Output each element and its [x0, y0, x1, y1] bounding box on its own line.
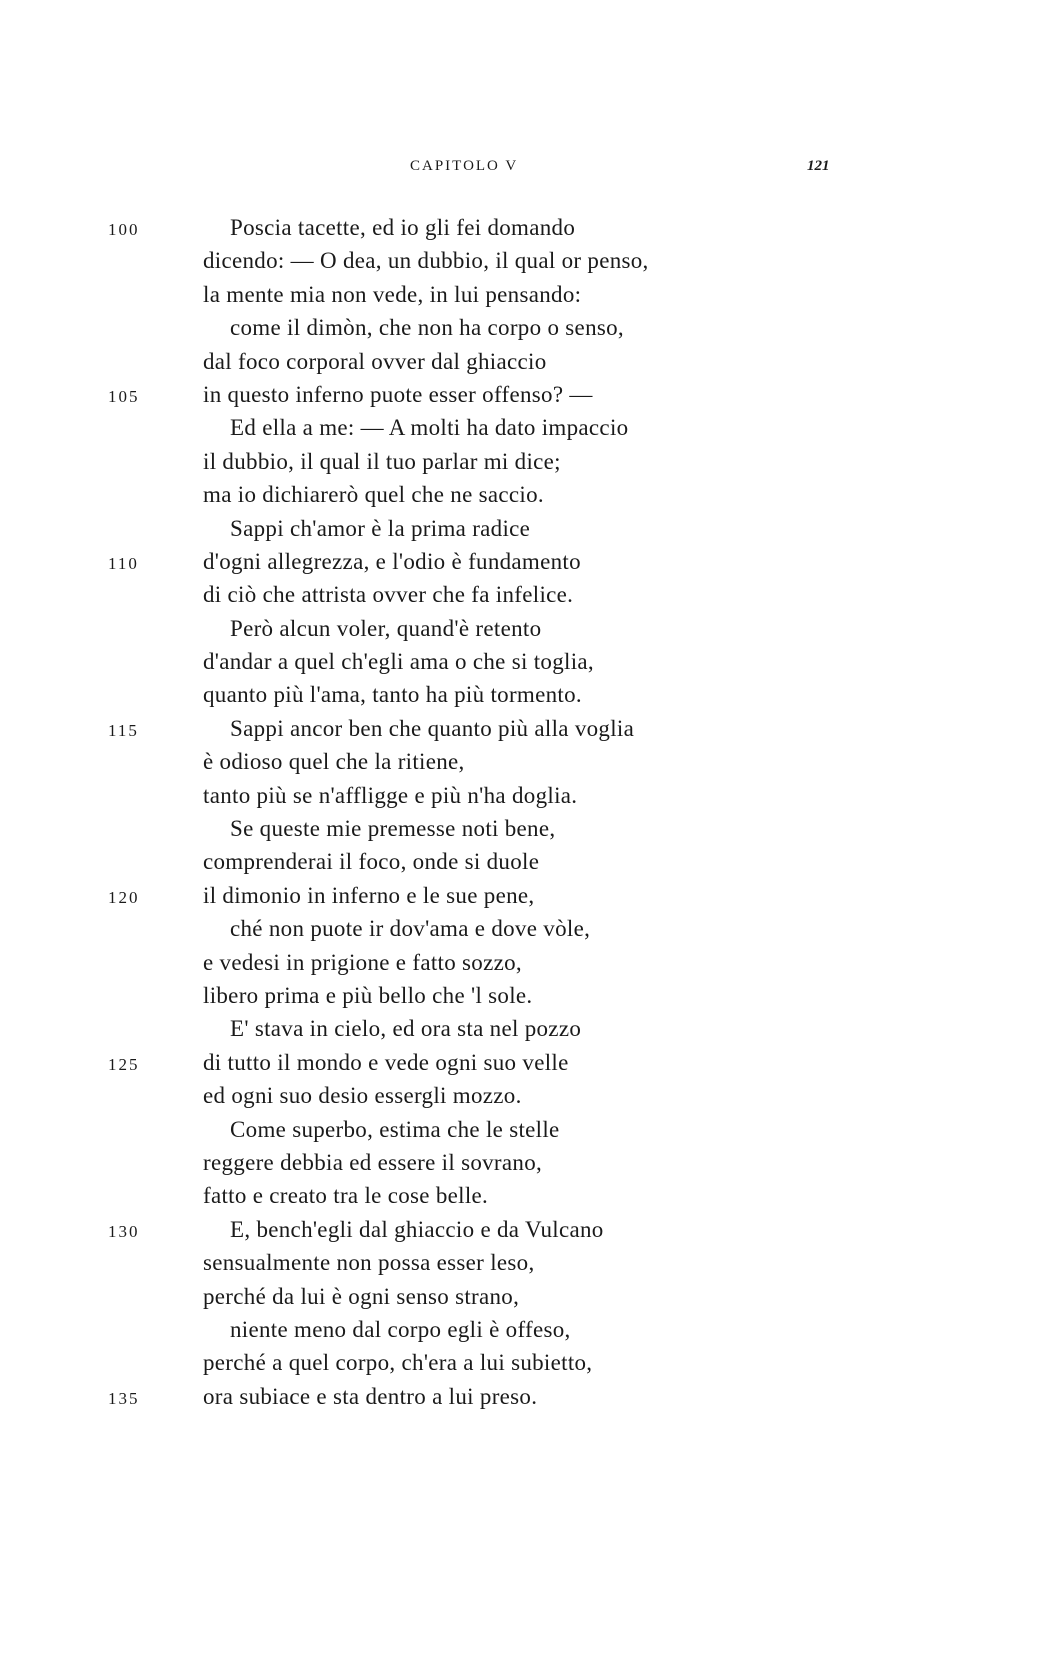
verse-text: il dubbio, il qual il tuo parlar mi dice; [203, 448, 561, 474]
verse-line [0, 378, 1040, 411]
verse-line [0, 745, 1040, 778]
verse-text: Ed ella a me: — A molti ha dato impaccio [230, 415, 629, 441]
verse-text: sensualmente non possa esser leso, [203, 1250, 535, 1276]
verse-line [0, 845, 1040, 878]
verse-text: ora subiace e sta dentro a lui preso. [203, 1383, 538, 1409]
verse-text: Poscia tacette, ed io gli fei domando [230, 215, 576, 240]
verse-line [0, 445, 1040, 478]
verse-line [0, 1012, 1040, 1045]
verse-text: comprenderai il foco, onde si duole [203, 849, 540, 875]
verse-line [0, 211, 1040, 244]
verse-line [0, 478, 1040, 511]
verse-line [0, 512, 1040, 545]
verse-text: Però alcun voler, quand'è retento [230, 615, 542, 641]
verse-line [0, 946, 1040, 979]
verse-line [0, 1246, 1040, 1279]
verse-line [0, 411, 1040, 444]
verse-line [0, 578, 1040, 611]
page-number: 121 [807, 158, 830, 174]
verse-text: reggere debbia ed essere il sovrano, [203, 1149, 543, 1175]
verse-line [0, 979, 1040, 1012]
verse-line [0, 1079, 1040, 1112]
verse-text: di tutto il mondo e vede ogni suo velle [203, 1049, 569, 1075]
verse-text: ma io dichiarerò quel che ne saccio. [203, 482, 544, 508]
verse-text: la mente mia non vede, in lui pensando: [203, 281, 582, 307]
poem-verses [0, 211, 1040, 1413]
verse-line [0, 779, 1040, 812]
line-number: 120 [108, 887, 140, 907]
verse-text: d'ogni allegrezza, e l'odio è fundamento [203, 548, 581, 574]
verse-text: E, bench'egli dal ghiaccio e da Vulcano [230, 1216, 604, 1242]
verse-line [0, 311, 1040, 344]
verse-text: d'andar a quel ch'egli ama o che si toglia, [203, 649, 594, 675]
verse-line [0, 678, 1040, 711]
verse-text: di ciò che attrista ovver che fa infelice. [203, 582, 574, 608]
line-number: 100 [108, 220, 140, 239]
verse-line [0, 712, 1040, 745]
verse-text: in questo inferno puote esser offenso? — [203, 381, 593, 407]
verse-text: è odioso quel che la ritiene, [203, 749, 465, 775]
verse-line [0, 1213, 1040, 1246]
verse-text: fatto e creato tra le cose belle. [203, 1183, 489, 1209]
verse-text: dicendo: — O dea, un dubbio, il qual or penso, [203, 248, 649, 274]
verse-text: come il dimòn, che non ha corpo o senso, [230, 315, 624, 341]
verse-line [0, 1380, 1040, 1413]
verse-text: ché non puote ir dov'ama e dove vòle, [230, 916, 591, 942]
line-number: 105 [108, 386, 140, 406]
line-number: 115 [108, 720, 139, 740]
verse-text: perché da lui è ogni senso strano, [203, 1283, 520, 1309]
chapter-title: CAPITOLO V [410, 158, 519, 174]
verse-line [0, 244, 1040, 277]
verse-line [0, 545, 1040, 578]
line-number: 110 [108, 553, 139, 573]
verse-text: E' stava in cielo, ed ora sta nel pozzo [230, 1016, 582, 1042]
verse-text: perché a quel corpo, ch'era a lui subietto, [203, 1350, 593, 1376]
verse-line [0, 1313, 1040, 1346]
verse-line [0, 1346, 1040, 1379]
running-head [0, 158, 1040, 182]
verse-line [0, 612, 1040, 645]
verse-line [0, 1146, 1040, 1179]
verse-text: Sappi ch'amor è la prima radice [230, 515, 531, 541]
verse-text: libero prima e più bello che 'l sole. [203, 982, 533, 1008]
line-number: 130 [108, 1221, 140, 1241]
verse-line [0, 1179, 1040, 1212]
verse-text: quanto più l'ama, tanto ha più tormento. [203, 682, 582, 708]
verse-line [0, 1280, 1040, 1313]
verse-text: Sappi ancor ben che quanto più alla voglia [230, 715, 635, 741]
verse-line [0, 645, 1040, 678]
verse-line [0, 879, 1040, 912]
verse-text: il dimonio in inferno e le sue pene, [203, 882, 535, 908]
verse-line [0, 278, 1040, 311]
verse-text: Se queste mie premesse noti bene, [230, 816, 556, 842]
line-number: 135 [108, 1388, 140, 1408]
verse-text: Come superbo, estima che le stelle [230, 1116, 560, 1142]
verse-line [0, 345, 1040, 378]
verse-text: e vedesi in prigione e fatto sozzo, [203, 949, 522, 975]
verse-line [0, 912, 1040, 945]
verse-line [0, 1046, 1040, 1079]
line-number: 125 [108, 1054, 140, 1074]
verse-text: tanto più se n'affligge e più n'ha doglia. [203, 782, 578, 808]
verse-line [0, 1113, 1040, 1146]
verse-text: niente meno dal corpo egli è offeso, [230, 1316, 571, 1342]
verse-text: dal foco corporal ovver dal ghiaccio [203, 348, 547, 374]
verse-line [0, 812, 1040, 845]
verse-text: ed ogni suo desio essergli mozzo. [203, 1083, 522, 1109]
